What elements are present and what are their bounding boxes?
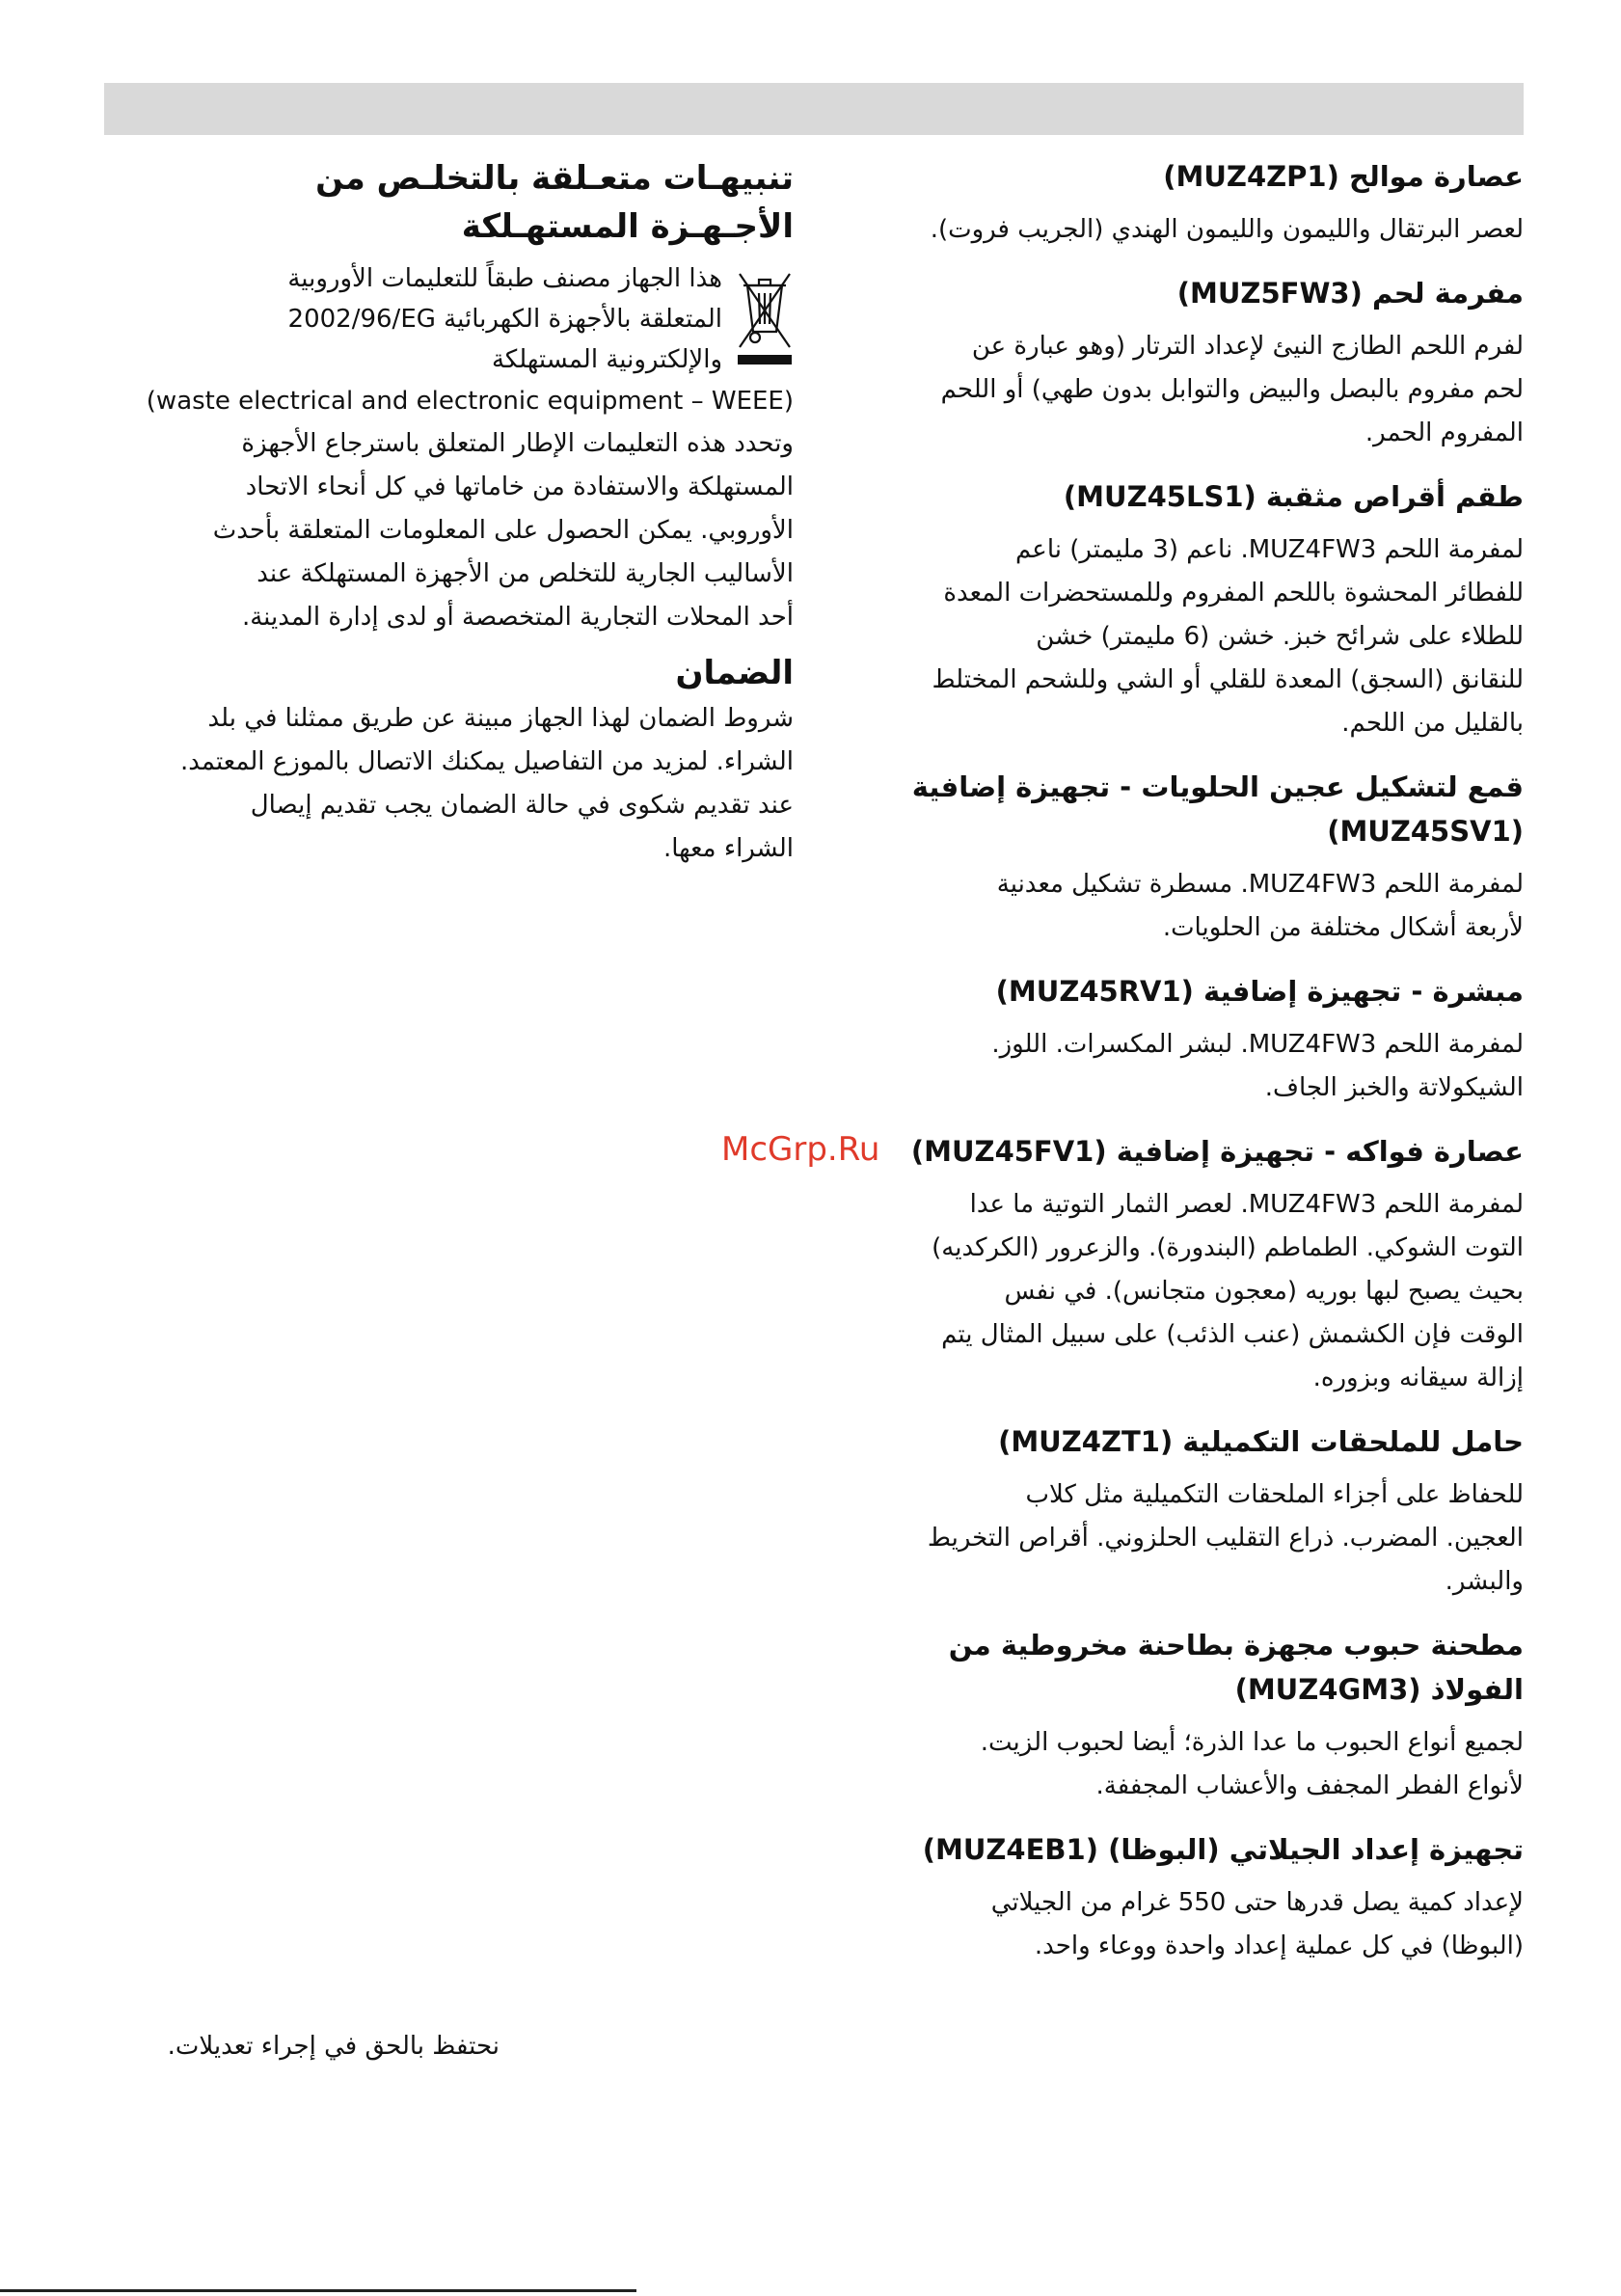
- weee-body-line: وتحدد هذه التعليمات الإطار المتعلق باسترجاع الأجهزة: [241, 429, 794, 458]
- section-citrus-press: [849, 154, 1524, 252]
- accessories-column: [849, 154, 1524, 1968]
- bottom-rule: [0, 2289, 636, 2292]
- section-text-line: العجين. المضرب. ذراع التقليب الحلزوني. أقراص التخريط: [927, 1524, 1524, 1553]
- warranty-heading: الضمان: [675, 654, 794, 692]
- section-ice-cream-maker: [849, 1827, 1524, 1968]
- section-text-line: المفروم الحمر.: [1364, 419, 1524, 447]
- section-heading: مبشرة - تجهيزة إضافية (MUZ45RV1): [995, 975, 1524, 1008]
- section-text-line: الوقت فإن الكشمش (عنب الذئب) على سبيل المثال يتم: [941, 1320, 1524, 1349]
- section-text-line: بحيث يصبح لبها بوريه (معجون متجانس). في نفس: [1004, 1277, 1524, 1306]
- section-text-line: للنقانق (السجق) المعدة للقلي أو الشي وللشحم المختلط: [932, 665, 1524, 694]
- section-text-line: لحم مفروم بالبصل والبيض والتوابل بدون طهي) أو اللحم: [940, 375, 1524, 404]
- section-text-line: لأربعة أشكال مختلفة من الحلويات.: [1162, 913, 1524, 942]
- section-text-line: لعصر البرتقال والليمون والليمون الهندي (الجريب فروت).: [930, 215, 1524, 244]
- crossed-out-wheelie-bin-icon: [736, 266, 794, 374]
- disposal-warranty-column: [114, 154, 794, 871]
- section-text-line: للطلاء على شرائح خبز. خشن (6 مليمتر) خشن: [1036, 622, 1524, 651]
- section-grain-mill: [849, 1623, 1524, 1808]
- footer-note: نحتفظ بالحق في إجراء تعديلات.: [167, 2032, 500, 2061]
- weee-text-line: والإلكترونية المستهلكة: [491, 345, 722, 374]
- section-text-line: لمفرمة اللحم MUZ4FW3. ناعم (3 مليمتر) ناعم: [1015, 535, 1524, 564]
- warranty-body-line: الشراء. لمزيد من التفاصيل يمكنك الاتصال بالموزع المعتمد.: [180, 747, 794, 776]
- warranty-body-line: عند تقديم شكوى في حالة الضمان يجب تقديم إيصال: [250, 791, 794, 820]
- warranty-body-line: شروط الضمان لهذا الجهاز مبينة عن طريق ممثلنا في بلد: [207, 704, 794, 733]
- section-text-line: الشيكولاتة والخبز الجاف.: [1264, 1073, 1524, 1102]
- weee-body-line: أحد المحلات التجارية المتخصصة أو لدى إدارة المدينة.: [241, 603, 794, 632]
- section-perforated-discs: [849, 474, 1524, 745]
- section-heading: تجهيزة إعداد الجيلاتي (البوظا) (MUZ4EB1): [922, 1833, 1524, 1866]
- section-text-line: لجميع أنواع الحبوب ما عدا الذرة؛ أيضا لحبوب الزيت.: [980, 1728, 1524, 1757]
- section-text-line: لمفرمة اللحم MUZ4FW3. مسطرة تشكيل معدنية: [996, 870, 1524, 899]
- section-accessory-holder: [849, 1419, 1524, 1604]
- section-text-line: للفطائر المحشوة باللحم المفروم وللمستحضرات المعدة: [943, 579, 1524, 608]
- header-bar: [104, 83, 1524, 135]
- section-subheading: الفولاذ (MUZ4GM3): [1234, 1673, 1524, 1706]
- section-grater: [849, 969, 1524, 1110]
- section-heading: عصارة موالح (MUZ4ZP1): [1163, 160, 1524, 193]
- section-heading: حامل للملحقات التكميلية (MUZ4ZT1): [998, 1425, 1524, 1458]
- section-heading: قمع لتشكيل عجين الحلويات - تجهيزة إضافية: [911, 770, 1524, 803]
- section-heading: مطحنة حبوب مجهزة بطاحنة مخروطية من: [948, 1629, 1524, 1661]
- weee-body-line: الأوروبي. يمكن الحصول على المعلومات المتعلقة بأحدث: [212, 516, 794, 545]
- section-meat-mincer: [849, 271, 1524, 455]
- section-heading: مفرمة لحم (MUZ5FW3): [1176, 277, 1524, 310]
- weee-text-line: هذا الجهاز مصنف طبقاً للتعليمات الأوروبية: [287, 264, 722, 293]
- section-text-line: إزالة سيقانه وبزوره.: [1312, 1364, 1524, 1392]
- section-fruit-press: [849, 1129, 1524, 1400]
- section-heading: طقم أقراص مثقبة (MUZ45LS1): [1063, 480, 1524, 513]
- watermark: McGrp.Ru: [721, 1130, 880, 1169]
- section-heading: عصارة فواكه - تجهيزة إضافية (MUZ45FV1): [910, 1135, 1524, 1168]
- weee-block: [114, 258, 794, 380]
- section-text-line: لأنواع الفطر المجفف والأعشاب المجففة.: [1095, 1771, 1524, 1800]
- section-text-line: بالقليل من اللحم.: [1341, 709, 1524, 738]
- section-text-line: (البوظا) في كل عملية إعداد واحدة ووعاء واحد.: [1034, 1931, 1524, 1960]
- disposal-heading: الأجـهـزة المستهـلكة: [461, 207, 794, 246]
- section-pastry-attachment: [849, 765, 1524, 950]
- section-text-line: لفرم اللحم الطازج النيئ لإعداد الترتار (وهو عبارة عن: [971, 332, 1524, 361]
- weee-text: [114, 258, 722, 380]
- section-text-line: والبشر.: [1445, 1567, 1524, 1596]
- section-text-line: للحفاظ على أجزاء الملحقات التكميلية مثل كلاب: [1025, 1480, 1524, 1509]
- weee-body-line: الأساليب الجارية للتخلص من الأجهزة المستهلكة عند: [257, 559, 794, 588]
- weee-body-line: المستهلكة والاستفادة من خاماتها في كل أنحاء الاتحاد: [245, 473, 794, 501]
- disposal-heading: تنبيهـات متعـلقة بالتخلـص من: [315, 159, 794, 198]
- section-text-line: التوت الشوكي. الطماطم (البندورة). والزعرور (الكركديه): [932, 1233, 1524, 1262]
- section-subheading: (MUZ45SV1): [1327, 815, 1524, 848]
- section-text-line: لمفرمة اللحم MUZ4FW3. لعصر الثمار التوتية ما عدا: [969, 1190, 1524, 1219]
- weee-text-line: 2002/96/EG المتعلقة بالأجهزة الكهربائية: [287, 305, 722, 334]
- section-text-line: لمفرمة اللحم MUZ4FW3. لبشر المكسرات. اللوز.: [991, 1030, 1524, 1059]
- weee-english-line: (waste electrical and electronic equipment – WEEE): [146, 387, 794, 416]
- section-text-line: لإعداد كمية يصل قدرها حتى 550 غرام من الجيلاتي: [990, 1888, 1524, 1917]
- warranty-body-line: الشراء معها.: [662, 834, 794, 863]
